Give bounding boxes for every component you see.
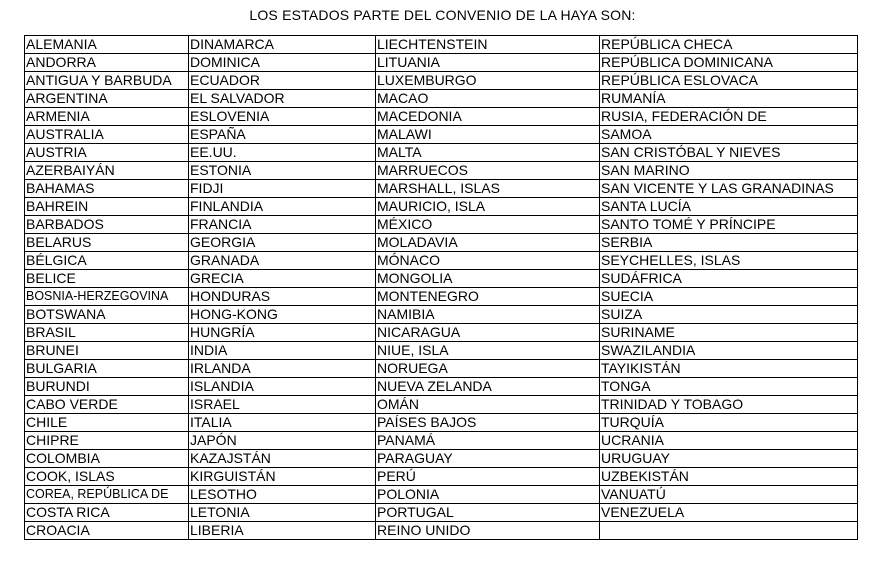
country-cell: HONG-KONG: [189, 306, 376, 324]
country-cell: SAN CRISTÓBAL Y NIEVES: [600, 144, 858, 162]
country-cell: ESLOVENIA: [189, 108, 376, 126]
country-cell: MALTA: [376, 144, 600, 162]
country-cell: AZERBAIYÁN: [25, 162, 189, 180]
country-cell: LESOTHO: [189, 486, 376, 504]
country-cell: BULGARIA: [25, 360, 189, 378]
country-cell: GEORGIA: [189, 234, 376, 252]
country-cell: ARGENTINA: [25, 90, 189, 108]
country-cell: LUXEMBURGO: [376, 72, 600, 90]
table-row: [25, 198, 858, 216]
country-cell: DOMINICA: [189, 54, 376, 72]
country-cell: TAYIKISTÁN: [600, 360, 858, 378]
table-row: [25, 324, 858, 342]
country-cell: OMÁN: [376, 396, 600, 414]
country-cell: REINO UNIDO: [376, 522, 600, 540]
country-cell: COLOMBIA: [25, 450, 189, 468]
document-title: LOS ESTADOS PARTE DEL CONVENIO DE LA HAYA SON:: [249, 7, 636, 23]
table-row: [25, 270, 858, 288]
country-cell: ESTONIA: [189, 162, 376, 180]
country-cell: ISRAEL: [189, 396, 376, 414]
table-row: [25, 144, 858, 162]
table-row: [25, 216, 858, 234]
country-cell: RUSIA, FEDERACIÓN DE: [600, 108, 858, 126]
table-row: [25, 450, 858, 468]
country-cell: REPÚBLICA ESLOVACA: [600, 72, 858, 90]
country-cell: FIDJI: [189, 180, 376, 198]
table-row: [25, 126, 858, 144]
country-cell: MAURICIO, ISLA: [376, 198, 600, 216]
countries-table-body: [25, 36, 858, 540]
country-cell: CROACIA: [25, 522, 189, 540]
country-cell: BELICE: [25, 270, 189, 288]
country-cell: MÓNACO: [376, 252, 600, 270]
country-cell: TONGA: [600, 378, 858, 396]
country-cell: ECUADOR: [189, 72, 376, 90]
country-cell: AUSTRIA: [25, 144, 189, 162]
country-cell: SWAZILANDIA: [600, 342, 858, 360]
country-cell: GRANADA: [189, 252, 376, 270]
country-cell: ITALIA: [189, 414, 376, 432]
country-cell: INDIA: [189, 342, 376, 360]
table-row: [25, 414, 858, 432]
country-cell: BAHREIN: [25, 198, 189, 216]
country-cell: MALAWI: [376, 126, 600, 144]
country-cell: SUECIA: [600, 288, 858, 306]
country-cell: LITUANIA: [376, 54, 600, 72]
country-cell: AUSTRALIA: [25, 126, 189, 144]
country-cell: BRUNEI: [25, 342, 189, 360]
country-cell: UCRANIA: [600, 432, 858, 450]
country-cell: MACAO: [376, 90, 600, 108]
country-cell: BARBADOS: [25, 216, 189, 234]
country-cell: BOTSWANA: [25, 306, 189, 324]
country-cell: CABO VERDE: [25, 396, 189, 414]
country-cell: SERBIA: [600, 234, 858, 252]
country-cell: SAN VICENTE Y LAS GRANADINAS: [600, 180, 858, 198]
table-row: [25, 468, 858, 486]
table-row: [25, 90, 858, 108]
country-cell: BURUNDI: [25, 378, 189, 396]
country-cell: EL SALVADOR: [189, 90, 376, 108]
country-cell: REPÚBLICA CHECA: [600, 36, 858, 54]
country-cell: POLONIA: [376, 486, 600, 504]
country-cell: MACEDONIA: [376, 108, 600, 126]
country-cell: FINLANDIA: [189, 198, 376, 216]
country-cell: BÉLGICA: [25, 252, 189, 270]
country-cell: FRANCIA: [189, 216, 376, 234]
table-row: [25, 342, 858, 360]
country-cell: BOSNIA-HERZEGOVINA: [25, 288, 189, 306]
country-cell: NIUE, ISLA: [376, 342, 600, 360]
country-cell: MOLADAVIA: [376, 234, 600, 252]
country-cell: RUMANÍA: [600, 90, 858, 108]
countries-table: [24, 35, 858, 540]
table-row: [25, 162, 858, 180]
table-row: [25, 234, 858, 252]
table-row: [25, 360, 858, 378]
table-row: [25, 504, 858, 522]
country-cell: IRLANDA: [189, 360, 376, 378]
country-cell: HONDURAS: [189, 288, 376, 306]
country-cell: CHIPRE: [25, 432, 189, 450]
country-cell: NORUEGA: [376, 360, 600, 378]
country-cell: NUEVA ZELANDA: [376, 378, 600, 396]
country-cell: BAHAMAS: [25, 180, 189, 198]
country-cell: MONGOLIA: [376, 270, 600, 288]
table-row: [25, 72, 858, 90]
country-cell: URUGUAY: [600, 450, 858, 468]
country-cell: NAMIBIA: [376, 306, 600, 324]
table-row: [25, 180, 858, 198]
table-row: [25, 108, 858, 126]
country-cell: PANAMÁ: [376, 432, 600, 450]
country-cell: BELARUS: [25, 234, 189, 252]
country-cell: SUDÁFRICA: [600, 270, 858, 288]
country-cell: UZBEKISTÁN: [600, 468, 858, 486]
country-cell: KAZAJSTÁN: [189, 450, 376, 468]
table-row: [25, 432, 858, 450]
country-cell: SURINAME: [600, 324, 858, 342]
country-cell: PARAGUAY: [376, 450, 600, 468]
country-cell: ARMENIA: [25, 108, 189, 126]
country-cell: SANTA LUCÍA: [600, 198, 858, 216]
table-row: [25, 288, 858, 306]
country-cell: COSTA RICA: [25, 504, 189, 522]
country-cell: SAN MARINO: [600, 162, 858, 180]
country-cell: TURQUÍA: [600, 414, 858, 432]
country-cell: ISLANDIA: [189, 378, 376, 396]
country-cell: JAPÓN: [189, 432, 376, 450]
country-cell: VANUATÚ: [600, 486, 858, 504]
country-cell: GRECIA: [189, 270, 376, 288]
table-row: [25, 252, 858, 270]
country-cell: SANTO TOMÉ Y PRÍNCIPE: [600, 216, 858, 234]
country-cell: HUNGRÍA: [189, 324, 376, 342]
country-cell: LIBERIA: [189, 522, 376, 540]
country-cell: TRINIDAD Y TOBAGO: [600, 396, 858, 414]
country-cell: SEYCHELLES, ISLAS: [600, 252, 858, 270]
country-cell: COOK, ISLAS: [25, 468, 189, 486]
country-cell: SUIZA: [600, 306, 858, 324]
country-cell: MARRUECOS: [376, 162, 600, 180]
country-cell: PORTUGAL: [376, 504, 600, 522]
table-row: [25, 522, 858, 540]
table-row: [25, 486, 858, 504]
country-cell: [600, 522, 858, 540]
country-cell: VENEZUELA: [600, 504, 858, 522]
table-row: [25, 54, 858, 72]
table-row: [25, 36, 858, 54]
country-cell: KIRGUISTÁN: [189, 468, 376, 486]
table-row: [25, 396, 858, 414]
table-row: [25, 306, 858, 324]
country-cell: EE.UU.: [189, 144, 376, 162]
country-cell: MONTENEGRO: [376, 288, 600, 306]
country-cell: PERÚ: [376, 468, 600, 486]
country-cell: LETONIA: [189, 504, 376, 522]
country-cell: MÉXICO: [376, 216, 600, 234]
country-cell: MARSHALL, ISLAS: [376, 180, 600, 198]
country-cell: ALEMANIA: [25, 36, 189, 54]
country-cell: ANTIGUA Y BARBUDA: [25, 72, 189, 90]
country-cell: SAMOA: [600, 126, 858, 144]
country-cell: CHILE: [25, 414, 189, 432]
country-cell: COREA, REPÚBLICA DE: [25, 486, 189, 504]
country-cell: NICARAGUA: [376, 324, 600, 342]
country-cell: REPÚBLICA DOMINICANA: [600, 54, 858, 72]
table-row: [25, 378, 858, 396]
country-cell: BRASIL: [25, 324, 189, 342]
country-cell: ESPAÑA: [189, 126, 376, 144]
country-cell: DINAMARCA: [189, 36, 376, 54]
country-cell: ANDORRA: [25, 54, 189, 72]
country-cell: LIECHTENSTEIN: [376, 36, 600, 54]
country-cell: PAÍSES BAJOS: [376, 414, 600, 432]
